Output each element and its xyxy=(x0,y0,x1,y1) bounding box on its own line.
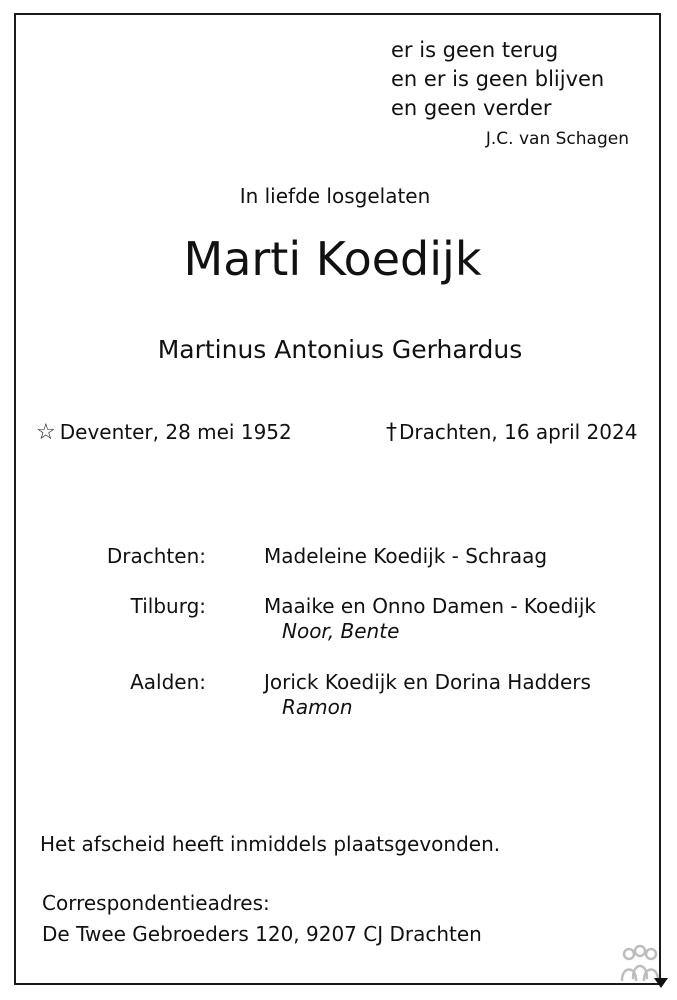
deceased-name: Marti Koedijk xyxy=(183,232,482,286)
poem-line-3: en geen verder xyxy=(391,96,552,120)
intro-text: In liefde losgelaten xyxy=(239,184,431,208)
poem-author: J.C. van Schagen xyxy=(485,129,629,149)
family-names: Maaike en Onno Damen - Koedijk xyxy=(264,594,596,618)
arrow-down-icon[interactable] xyxy=(653,977,669,989)
poem-line-2: en er is geen blijven xyxy=(391,67,605,91)
family-names: Madeleine Koedijk - Schraag xyxy=(264,544,548,568)
family-children: Ramon xyxy=(282,695,353,719)
farewell-text: Het afscheid heeft inmiddels plaatsgevonden. xyxy=(40,832,501,856)
family-children: Noor, Bente xyxy=(282,619,400,643)
death-line xyxy=(386,420,637,445)
birth-line xyxy=(36,420,292,445)
cross-icon: † xyxy=(386,420,397,445)
family-city: Aalden: xyxy=(130,670,206,694)
family-city: Drachten: xyxy=(106,544,206,568)
death-text: Drachten, 16 april 2024 xyxy=(399,420,638,444)
birth-text: Deventer, 28 mei 1952 xyxy=(59,420,292,444)
family-city: Tilburg: xyxy=(130,594,206,618)
correspondence-label: Correspondentieadres: xyxy=(42,891,270,915)
family-names: Jorick Koedijk en Dorina Hadders xyxy=(264,670,591,694)
correspondence-address: De Twee Gebroeders 120, 9207 CJ Drachten xyxy=(42,922,482,946)
star-outline-icon: ☆ xyxy=(36,420,56,445)
poem-line-1: er is geen terug xyxy=(391,38,559,62)
deceased-full-name: Martinus Antonius Gerhardus xyxy=(157,335,523,364)
